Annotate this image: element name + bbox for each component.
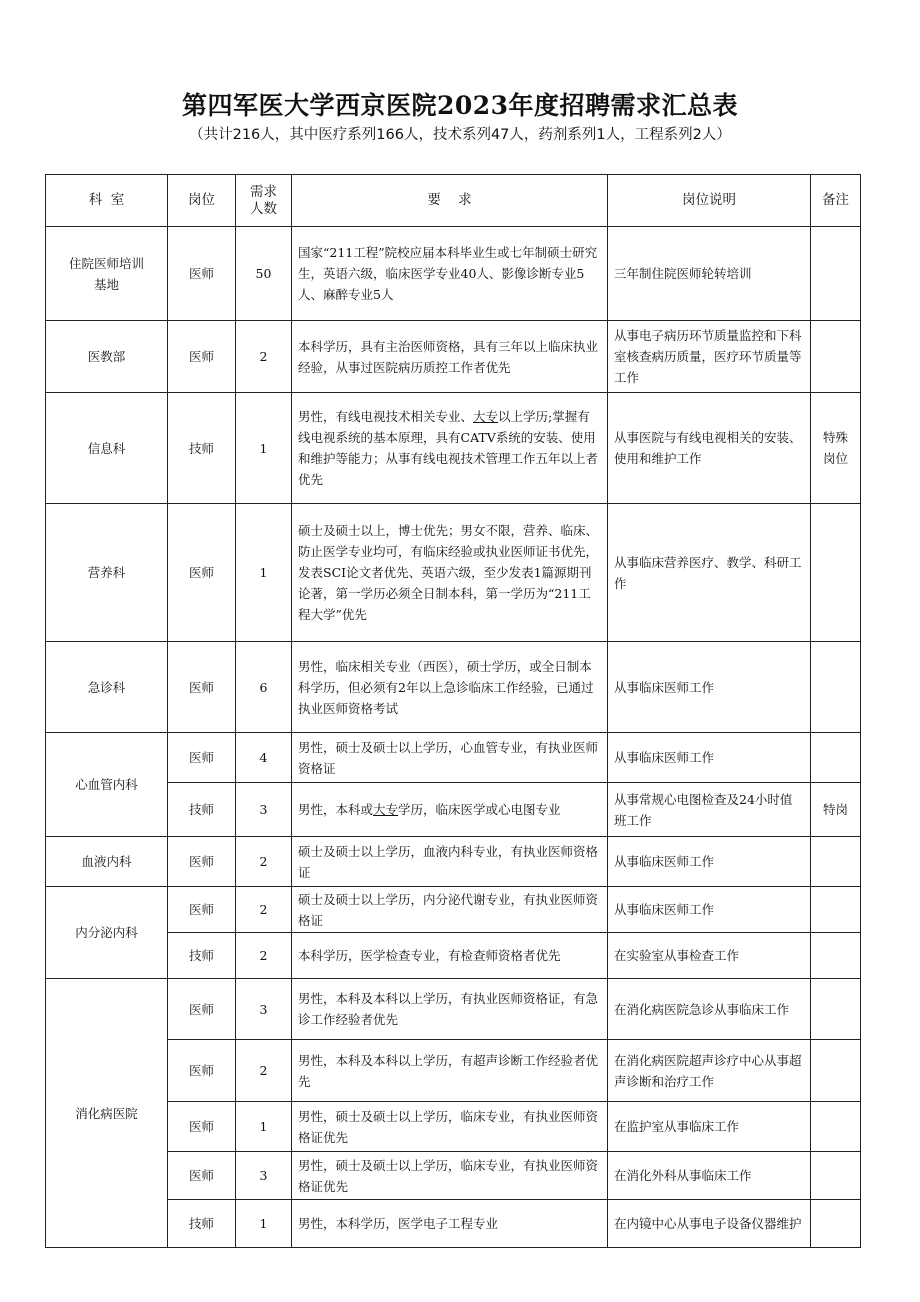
- position-cell: 医师: [168, 1152, 236, 1200]
- count-cell: 1: [236, 393, 292, 504]
- requirements-cell: 男性，本科及本科以上学历，有超声诊断工作经验者优先: [292, 1040, 608, 1102]
- header-remarks: 备注: [811, 175, 861, 227]
- header-dept: 科 室: [46, 175, 168, 227]
- table-row: [46, 1200, 861, 1248]
- count-cell: 4: [236, 733, 292, 783]
- description-cell: 从事临床医师工作: [608, 733, 811, 783]
- requirements-cell: 男性，本科及本科以上学历，有执业医师资格证，有急诊工作经验者优先: [292, 979, 608, 1040]
- page-title: 第四军医大学西京医院2023年度招聘需求汇总表: [181, 91, 739, 120]
- position-cell: 医师: [168, 504, 236, 642]
- count-cell: 2: [236, 321, 292, 393]
- position-cell: 医师: [168, 642, 236, 733]
- header-description: 岗位说明: [608, 175, 811, 227]
- table-row: [46, 887, 861, 933]
- recruitment-table: [45, 174, 861, 1248]
- requirements-cell: 男性，硕士及硕士以上学历，心血管专业，有执业医师资格证: [292, 733, 608, 783]
- requirements-cell: 男性，硕士及硕士以上学历，临床专业，有执业医师资格证优先: [292, 1152, 608, 1200]
- table-header-row: [46, 175, 861, 227]
- requirements-cell: 男性，有线电视技术相关专业、大专以上学历;掌握有线电视系统的基本原理，具有CATV系统的安装、使用和维护等能力；从事有线电视技术管理工作五年以上者优先: [292, 393, 608, 504]
- dept-cell: 心血管内科: [46, 733, 168, 837]
- underlined-text: 大专: [473, 409, 499, 424]
- dept-cell: 医教部: [46, 321, 168, 393]
- position-cell: 技师: [168, 933, 236, 979]
- dept-cell: 消化病医院: [46, 979, 168, 1248]
- remark-cell: [811, 979, 861, 1040]
- remark-cell: [811, 837, 861, 887]
- requirements-cell: 硕士及硕士以上学历，血液内科专业，有执业医师资格证: [292, 837, 608, 887]
- remark-cell: [811, 933, 861, 979]
- count-cell: 3: [236, 1152, 292, 1200]
- description-cell: 在实验室从事检查工作: [608, 933, 811, 979]
- description-cell: 在消化病医院超声诊疗中心从事超声诊断和治疗工作: [608, 1040, 811, 1102]
- description-cell: 从事电子病历环节质量监控和下科室核查病历质量，医疗环节质量等工作: [608, 321, 811, 393]
- dept-cell: 住院医师培训基地: [46, 227, 168, 321]
- count-cell: 50: [236, 227, 292, 321]
- remark-cell: [811, 1102, 861, 1152]
- table-row: [46, 321, 861, 393]
- description-cell: 在消化外科从事临床工作: [608, 1152, 811, 1200]
- count-cell: 2: [236, 1040, 292, 1102]
- requirements-cell: 男性，本科或大专学历，临床医学或心电图专业: [292, 783, 608, 837]
- header-count: 需求 人数: [236, 175, 292, 227]
- table-row: [46, 1102, 861, 1152]
- dept-cell: 营养科: [46, 504, 168, 642]
- position-cell: 医师: [168, 227, 236, 321]
- description-cell: 在监护室从事临床工作: [608, 1102, 811, 1152]
- position-cell: 医师: [168, 1102, 236, 1152]
- position-cell: 技师: [168, 783, 236, 837]
- table-row: [46, 393, 861, 504]
- position-cell: 医师: [168, 321, 236, 393]
- count-cell: 2: [236, 887, 292, 933]
- position-cell: 医师: [168, 837, 236, 887]
- position-cell: 医师: [168, 733, 236, 783]
- remark-cell: [811, 1200, 861, 1248]
- remark-cell: [811, 504, 861, 642]
- remark-cell: [811, 887, 861, 933]
- underlined-text: 大专: [373, 802, 399, 817]
- dept-cell: 急诊科: [46, 642, 168, 733]
- count-cell: 2: [236, 837, 292, 887]
- count-cell: 1: [236, 504, 292, 642]
- remark-cell: [811, 642, 861, 733]
- description-cell: 从事临床医师工作: [608, 837, 811, 887]
- count-cell: 1: [236, 1102, 292, 1152]
- description-cell: 三年制住院医师轮转培训: [608, 227, 811, 321]
- remark-cell: [811, 1040, 861, 1102]
- count-cell: 1: [236, 1200, 292, 1248]
- table-row: [46, 1152, 861, 1200]
- header-position: 岗位: [168, 175, 236, 227]
- position-cell: 医师: [168, 887, 236, 933]
- position-cell: 医师: [168, 979, 236, 1040]
- requirements-cell: 本科学历，具有主治医师资格，具有三年以上临床执业经验，从事过医院病历质控工作者优先: [292, 321, 608, 393]
- table-row: [46, 837, 861, 887]
- remark-cell: [811, 733, 861, 783]
- position-cell: 技师: [168, 393, 236, 504]
- description-cell: 从事医院与有线电视相关的安装、使用和维护工作: [608, 393, 811, 504]
- requirements-cell: 男性，硕士及硕士以上学历，临床专业，有执业医师资格证优先: [292, 1102, 608, 1152]
- table-row: [46, 979, 861, 1040]
- table-row: [46, 783, 861, 837]
- description-cell: 从事临床医师工作: [608, 642, 811, 733]
- requirements-cell: 硕士及硕士以上学历，内分泌代谢专业，有执业医师资格证: [292, 887, 608, 933]
- requirements-cell: 男性，临床相关专业（西医），硕士学历，或全日制本科学历，但必须有2年以上急诊临床工作经验，已通过执业医师资格考试: [292, 642, 608, 733]
- requirements-cell: 本科学历，医学检查专业，有检查师资格者优先: [292, 933, 608, 979]
- description-cell: 在消化病医院急诊从事临床工作: [608, 979, 811, 1040]
- requirements-cell: 国家“211工程”院校应届本科毕业生或七年制硕士研究生，英语六级，临床医学专业40人、影像诊断专业5人、麻醉专业5人: [292, 227, 608, 321]
- remark-cell: [811, 227, 861, 321]
- table-row: [46, 1040, 861, 1102]
- description-cell: 从事临床营养医疗、教学、科研工作: [608, 504, 811, 642]
- count-cell: 3: [236, 979, 292, 1040]
- remark-cell: [811, 1152, 861, 1200]
- requirements-cell: 硕士及硕士以上，博士优先；男女不限，营养、临床、防止医学专业均可，有临床经验或执业医师证书优先，发表SCI论文者优先、英语六级，至少发表1篇源期刊论著，第一学历必须全日制本科，第一学历为“211工程大学”优先: [292, 504, 608, 642]
- page-subtitle: （共计216人，其中医疗系列166人，技术系列47人，药剂系列1人，工程系列2人）: [189, 127, 731, 143]
- remark-cell: [811, 321, 861, 393]
- dept-cell: 内分泌内科: [46, 887, 168, 979]
- position-cell: 医师: [168, 1040, 236, 1102]
- dept-cell: 血液内科: [46, 837, 168, 887]
- remark-cell: 特殊岗位: [811, 393, 861, 504]
- table-row: [46, 933, 861, 979]
- table-row: [46, 733, 861, 783]
- table-row: [46, 504, 861, 642]
- description-cell: 从事常规心电图检查及24小时值班工作: [608, 783, 811, 837]
- count-cell: 2: [236, 933, 292, 979]
- dept-cell: 信息科: [46, 393, 168, 504]
- table-row: [46, 227, 861, 321]
- remark-cell: 特岗: [811, 783, 861, 837]
- table-row: [46, 642, 861, 733]
- position-cell: 技师: [168, 1200, 236, 1248]
- count-cell: 3: [236, 783, 292, 837]
- requirements-cell: 男性，本科学历，医学电子工程专业: [292, 1200, 608, 1248]
- description-cell: 从事临床医师工作: [608, 887, 811, 933]
- description-cell: 在内镜中心从事电子设备仪器维护: [608, 1200, 811, 1248]
- count-cell: 6: [236, 642, 292, 733]
- header-requirements: 要 求: [292, 175, 608, 227]
